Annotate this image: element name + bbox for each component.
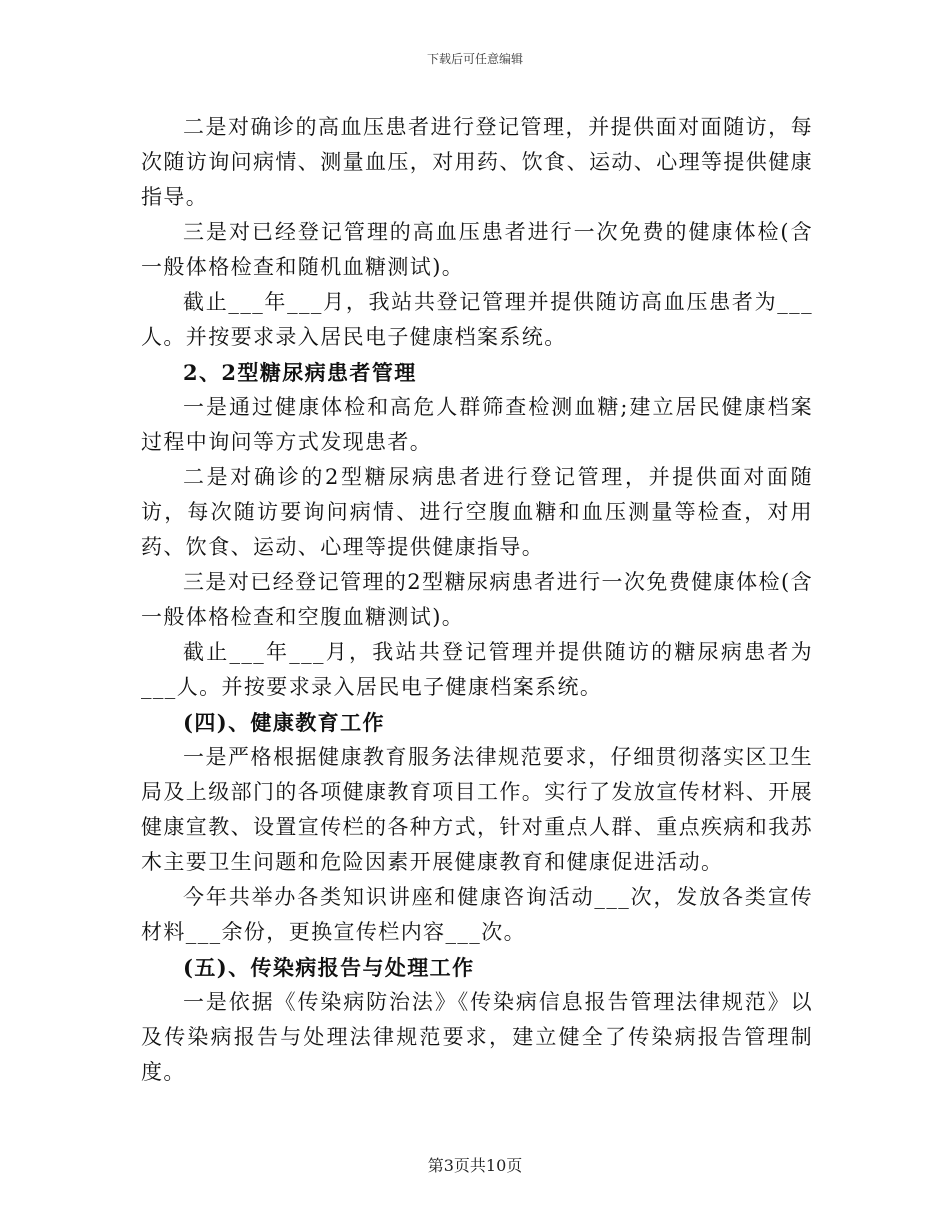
paragraph-hypertension-stats: 截止___年___月，我站共登记管理并提供随访高血压患者为___人。并按要求录入居民电子健康档案系统。 [141, 290, 813, 349]
paragraph-hypertension-checkup: 三是对已经登记管理的高血压患者进行一次免费的健康体检(含一般体格检查和随机血糖测试)。 [141, 220, 813, 279]
heading-diabetes-management: 2、2型糖尿病患者管理 [183, 360, 417, 385]
paragraph-diabetes-screening: 一是通过健康体检和高危人群筛查检测血糖;建立居民健康档案过程中询问等方式发现患者。 [141, 395, 813, 454]
paragraph-diabetes-checkup: 三是对已经登记管理的2型糖尿病患者进行一次免费健康体检(含一般体格检查和空腹血糖测试)。 [141, 570, 813, 629]
heading-infectious-disease: (五)、传染病报告与处理工作 [183, 955, 475, 980]
paragraph-diabetes-stats: 截止___年___月，我站共登记管理并提供随访的糖尿病患者为___人。并按要求录入居民电子健康档案系统。 [141, 640, 813, 699]
paragraph-diabetes-followup: 二是对确诊的2型糖尿病患者进行登记管理，并提供面对面随访，每次随访要询问病情、进行空腹血糖和血压测量等检查，对用药、饮食、运动、心理等提供健康指导。 [141, 465, 813, 559]
paragraph-infectious-disease-system: 一是依据《传染病防治法》《传染病信息报告管理法律规范》以及传染病报告与处理法律规范要求，建立健全了传染病报告管理制度。 [141, 990, 813, 1084]
paragraph-health-education-stats: 今年共举办各类知识讲座和健康咨询活动___次，发放各类宣传材料___余份，更换宣传栏内容___次。 [141, 885, 813, 944]
heading-health-education: (四)、健康教育工作 [183, 710, 385, 735]
paragraph-health-education-methods: 一是严格根据健康教育服务法律规范要求，仔细贯彻落实区卫生局及上级部门的各项健康教育项目工作。实行了发放宣传材料、开展健康宣教、设置宣传栏的各种方式，针对重点人群、重点疾病和我苏木主要卫生问题和危险因素开展健康教育和健康促进活动。 [141, 745, 813, 874]
document-body [141, 110, 813, 1090]
page-number: 第3页共10页 [427, 1156, 523, 1175]
page-header: 下载后可任意编辑 [426, 52, 523, 66]
paragraph-hypertension-followup: 二是对确诊的高血压患者进行登记管理，并提供面对面随访，每次随访询问病情、测量血压，对用药、饮食、运动、心理等提供健康指导。 [141, 115, 813, 209]
